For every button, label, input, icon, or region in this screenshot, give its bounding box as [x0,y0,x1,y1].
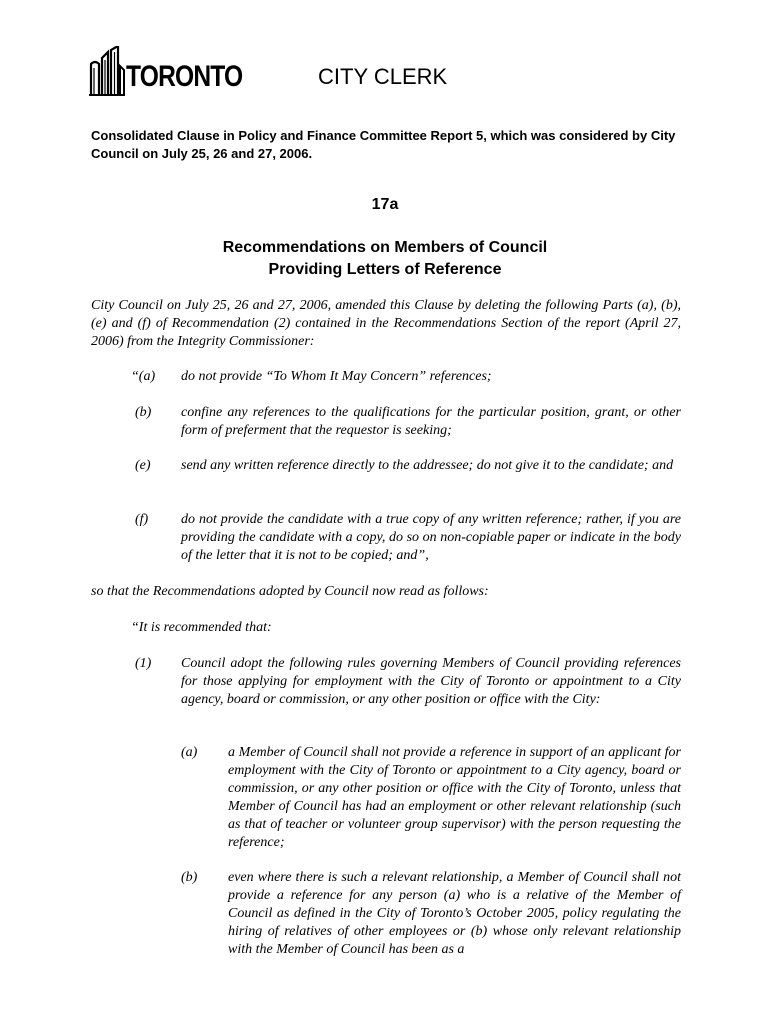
amendment-paragraph: City Council on July 25, 26 and 27, 2006, amended this Clause by deleting the following Parts (a), (b), (e) and (f) of Recommendation (2) contained in the Recommendations Section of the report (April 27, 2006) from the Integrity Commissioner: [91,298,681,349]
sub-item-label: (b) [181,870,198,885]
clause-number: 17a [371,196,399,213]
recommendation-intro: “It is recommended that: [131,620,272,635]
clause-title [0,237,770,281]
department-title: CITY CLERK [318,64,448,89]
part-text: do not provide the candidate with a true copy of any written reference; rather, if you are providing the candidate with a copy, do so on non-copiable paper or indicate in the body of the letter that it is not to be copied; and”, [181,512,681,563]
part-text: do not provide “To Whom It May Concern” references; [181,369,492,384]
recommendation-text: Council adopt the following rules governing Members of Council providing references for those applying for employment with the City of Toronto or appointment to a City agency, board or commission, or any other position or office with the City: [181,656,681,707]
title-line-2: Providing Letters of Reference [268,261,502,278]
sub-item-label: (a) [181,745,198,760]
sub-item-text: even where there is such a relevant relationship, a Member of Council shall not provide a reference for any person (a) who is a relative of the Member of Council as defined in the City of Toronto’s October 2005, policy regulating the hiring of relatives of other employees or (b) whose only relevant relationship with the Member of Council has been as a [228,870,681,957]
part-label: “(a) [131,369,156,384]
part-label: (b) [135,405,152,420]
title-line-1: Recommendations on Members of Council [222,239,548,256]
city-hall-icon [89,46,125,96]
part-label: (f) [135,512,149,527]
intro-text: Consolidated Clause in Policy and Finance Committee Report 5, which was considered by City Council on July 25, 26 and 27, 2006. [91,128,676,161]
logo-wordmark: TORONTO [126,60,243,93]
adopted-paragraph: so that the Recommendations adopted by Council now read as follows: [91,584,489,599]
sub-item-text: a Member of Council shall not provide a reference in support of an applicant for employment with the City of Toronto or appointment to a City agency, board or commission, or any other position or office with the City of Toronto, unless that Member of Council has had an employment or other relevant relationship (such as that of teacher or volunteer group supervisor) with the person requesting the reference; [228,745,681,850]
part-text: confine any references to the qualifications for the particular position, grant, or other form of preferment that the requestor is seeking; [181,405,681,438]
part-text: send any written reference directly to the addressee; do not give it to the candidate; and [181,458,674,473]
part-label: (e) [135,458,151,473]
toronto-logo [89,46,249,96]
recommendation-label: (1) [135,656,152,671]
